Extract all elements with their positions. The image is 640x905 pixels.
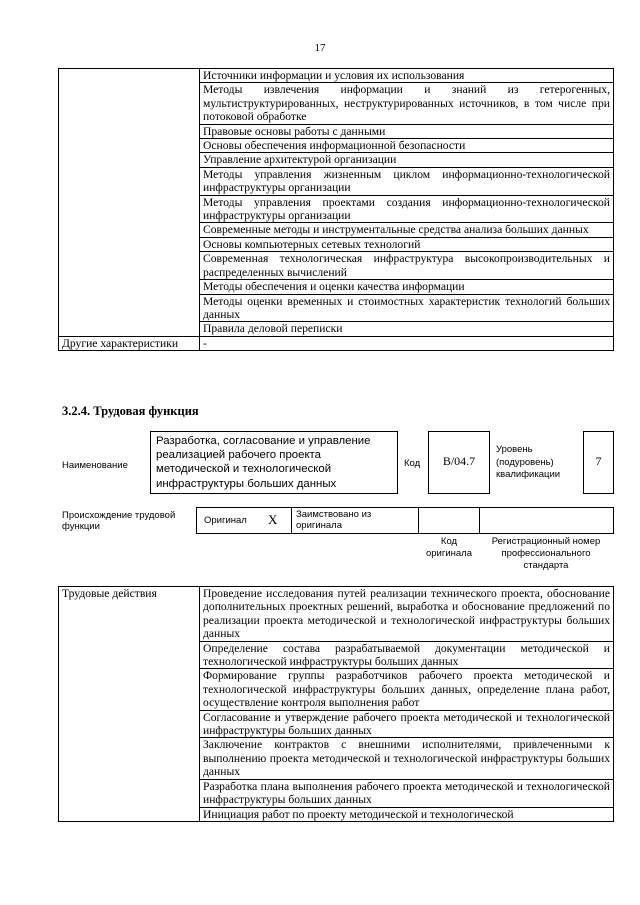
action-item: Согласование и утверждение рабочего проекта методической и технологической инфраструктуры больших данных: [200, 710, 614, 738]
knowledge-table: [58, 68, 614, 351]
origin-divider: [418, 507, 419, 534]
actions-label: Трудовые действия: [59, 587, 200, 822]
section-heading: 3.2.4. Трудовая функция: [62, 404, 199, 418]
knowledge-item: Методы оценки временных и стоимостных характеристик технологий больших данных: [200, 294, 614, 322]
code-value: B/04.7: [442, 454, 476, 468]
original-label: Оригинал: [204, 515, 247, 526]
other-characteristics-value: -: [200, 336, 614, 350]
action-item: Инициация работ по проекту методической и технологической: [200, 807, 614, 821]
action-item: Формирование группы разработчиков рабочего проекта методической и технологической инфраструктуры больших данных, определение плана работ, осуществление контроля выполнения работ: [200, 669, 614, 710]
action-item: Определение состава разрабатываемой документации методической и технологической инфраструктуры больших данных: [200, 641, 614, 669]
function-name: Разработка, согласование и управление реализацией рабочего проекта методической и технологической инфраструктуры больших данных: [156, 435, 371, 490]
action-item: Проведение исследования путей реализации технического проекта, обоснование дополнительных проектных решений, выработка и обоснование предложений по реализации проекта методической и технологической инфраструктуры больших данных: [200, 587, 614, 642]
action-item: Разработка плана выполнения рабочего проекта методической и технологической инфраструктуры больших данных: [200, 779, 614, 807]
level-box: [583, 431, 614, 494]
level-label: Уровень (подуровень) квалификации: [496, 444, 561, 480]
knowledge-item: Основы компьютерных сетевых технологий: [200, 237, 614, 251]
knowledge-item: Методы извлечения информации и знаний из гетерогенных, мультиструктурированных, неструктурированных источников, в том числе при потоковой обработке: [200, 83, 614, 124]
knowledge-item: Источники информации и условия их использования: [200, 69, 614, 83]
name-box: [150, 431, 398, 494]
reg-number-caption: Регистрационный номер профессионального стандарта: [491, 536, 601, 571]
table-row: [59, 336, 614, 350]
knowledge-item: Методы управления жизненным циклом информационно-технологической инфраструктуры организации: [200, 167, 614, 195]
origin-label: Происхождение трудовой функции: [62, 510, 176, 532]
origin-divider: [479, 507, 480, 534]
origin-divider: [291, 507, 292, 534]
knowledge-item: Методы обеспечения и оценки качества информации: [200, 280, 614, 294]
knowledge-item: Методы управления проектами создания информационно-технологической инфраструктуры организации: [200, 195, 614, 223]
actions-table: [58, 586, 614, 822]
page-number: 17: [314, 42, 326, 54]
knowledge-item: Правила деловой переписки: [200, 322, 614, 336]
code-label: Код: [404, 458, 421, 469]
action-item: Заключение контрактов с внешними исполнителями, привлеченными к выполнению проекта методической и технологической инфраструктуры больших данных: [200, 738, 614, 779]
knowledge-item: Управление архитектурой организации: [200, 153, 614, 167]
level-value: 7: [595, 454, 602, 468]
knowledge-item: Современные методы и инструментальные средства анализа больших данных: [200, 223, 614, 237]
name-label: Наименование: [62, 460, 128, 471]
original-mark: X: [268, 512, 278, 527]
knowledge-item: Современная технологическая инфраструктура высокопроизводительных и распределенных вычислений: [200, 252, 614, 280]
knowledge-label-cell: [59, 69, 200, 337]
code-original-caption: Код оригинала: [425, 536, 472, 559]
table-row: [59, 587, 614, 642]
other-characteristics-label: Другие характеристики: [59, 336, 200, 350]
borrowed-label: Заимствовано из оригинала: [296, 509, 372, 531]
table-row: [59, 69, 614, 83]
code-box: [428, 431, 490, 494]
knowledge-item: Основы обеспечения информационной безопасности: [200, 139, 614, 153]
knowledge-item: Правовые основы работы с данными: [200, 124, 614, 138]
